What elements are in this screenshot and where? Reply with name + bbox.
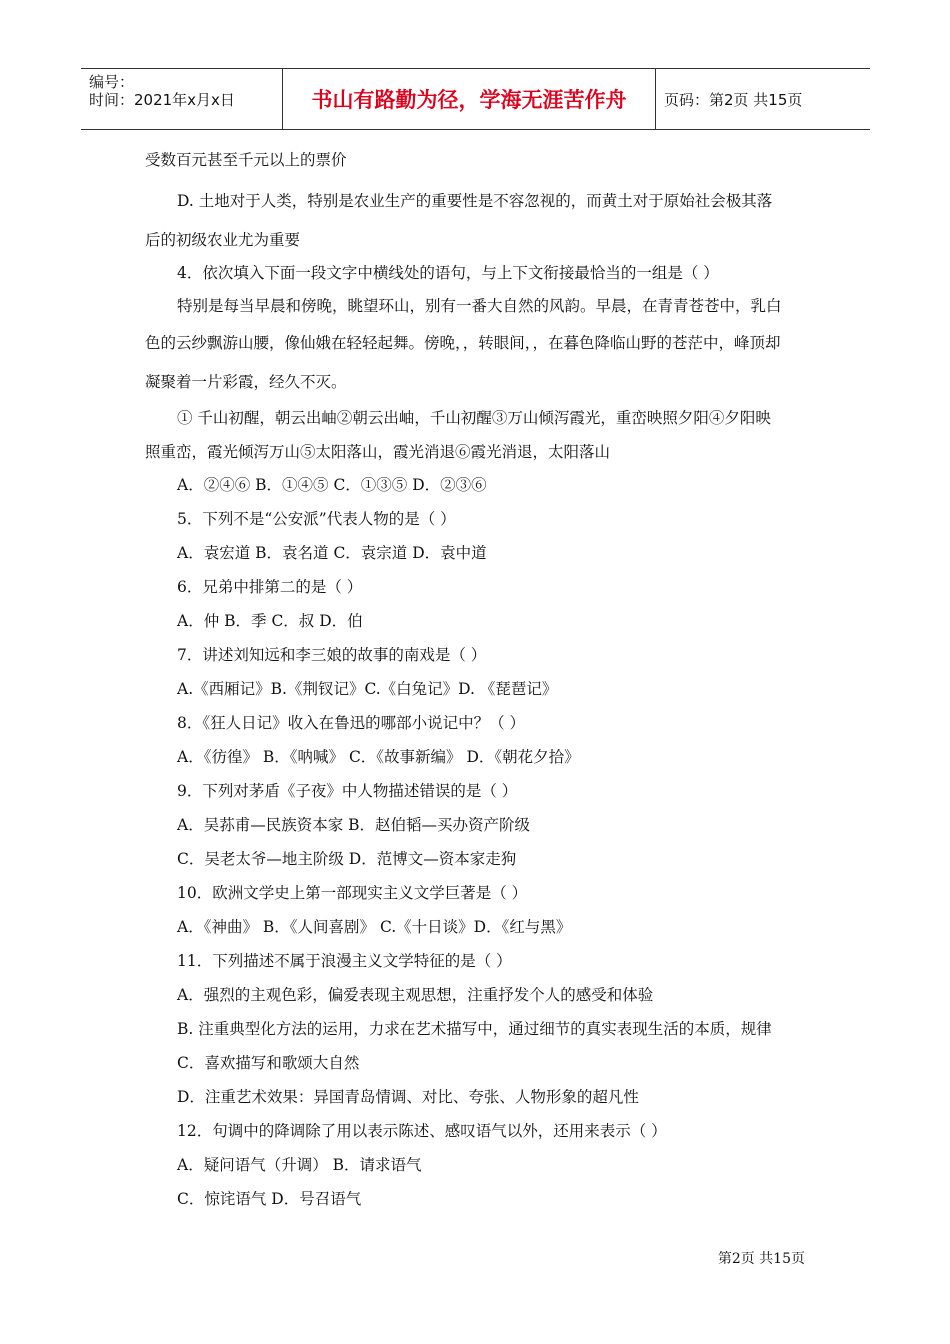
document-time-label: 时间：2021年x月x日 [89,91,235,109]
question-line: 7．讲述刘知远和李三娘的故事的南戏是（ ） [177,646,487,664]
answer-options: C．吴老太爷—地主阶级 D．范博文—资本家走狗 [177,850,517,868]
text-line: 凝聚着一片彩霞，经久不灭。 [145,373,347,391]
answer-option: C．喜欢描写和歌颂大自然 [177,1054,360,1072]
answer-options: A．仲 B．季 C．叔 D．伯 [177,612,363,630]
question-line: 10．欧洲文学史上第一部现实主义文学巨著是（ ） [177,884,528,902]
header-motto: 书山有路勤为径，学海无涯苦作舟 [282,69,656,129]
answer-options: A.《西厢记》B.《荆钗记》C.《白兔记》D. 《琵琶记》 [177,680,558,698]
text-line: 受数百元甚至千元以上的票价 [145,151,347,169]
answer-options: A．吴荪甫—民族资本家 B．赵伯韬—买办资产阶级 [177,816,531,834]
page-footer: 第2页 共15页 [717,1251,805,1267]
answer-options: A．袁宏道 B．袁名道 C．袁宗道 D．袁中道 [177,544,487,562]
header-info-cell [81,69,282,129]
question-line: 8．《狂人日记》收入在鲁迅的哪部小说记中？（ ） [177,714,526,732]
question-line: 9．下列对茅盾《子夜》中人物描述错误的是（ ） [177,782,518,800]
question-line: 6．兄弟中排第二的是（ ） [177,578,363,596]
answer-option: D．注重艺术效果：异国青岛情调、对比、夸张、人物形象的超凡性 [177,1088,639,1106]
text-line: 照重峦，霞光倾泻万山⑤太阳落山，霞光消退⑥霞光消退，太阳落山 [145,443,611,461]
answer-options: A．疑问语气（升调） B．请求语气 [177,1156,422,1174]
document-number-label: 编号： [89,73,135,91]
answer-options: A．②④⑥ B．①④⑤ C．①③⑤ D．②③⑥ [177,476,487,494]
answer-option: A．强烈的主观色彩，偏爱表现主观思想，注重抒发个人的感受和体验 [177,986,654,1004]
page-header [81,68,870,130]
text-line: 特别是每当早晨和傍晚，眺望环山，别有一番大自然的风韵。早晨，在青青苍苍中，乳白 [177,297,782,315]
answer-options: A．《神曲》 B．《人间喜剧》 C.《十日谈》D．《红与黑》 [177,918,572,936]
question-line: 4．依次填入下面一段文字中横线处的语句，与上下文衔接最恰当的一组是（ ） [177,264,719,282]
answer-option: B. 注重典型化方法的运用，力求在艺术描写中，通过细节的真实表现生活的本质，规律 [177,1020,772,1038]
answer-options: A．《彷徨》 B．《呐喊》 C．《故事新编》 D．《朝花夕拾》 [177,748,580,766]
question-line: 11．下列描述不属于浪漫主义文学特征的是（ ） [177,952,512,970]
text-line: D. 土地对于人类，特别是农业生产的重要性是不容忽视的，而黄土对于原始社会极其落 [177,192,773,210]
header-page-number: 页码：第2页 共15页 [664,90,803,109]
answer-options: C．惊诧语气 D．号召语气 [177,1190,362,1208]
question-line: 12．句调中的降调除了用以表示陈述、感叹语气以外，还用来表示（ ） [177,1122,667,1140]
text-line: 色的云纱飘游山腰，像仙娥在轻轻起舞。傍晚，，转眼间，，在暮色降临山野的苍茫中，峰顶却 [145,334,781,352]
text-line: 后的初级农业尤为重要 [145,231,301,249]
question-line: 5．下列不是“公安派”代表人物的是（ ） [177,510,456,528]
text-line: ① 千山初醒，朝云出岫②朝云出岫，千山初醒③万山倾泻霞光，重峦映照夕阳④夕阳映 [177,409,771,427]
